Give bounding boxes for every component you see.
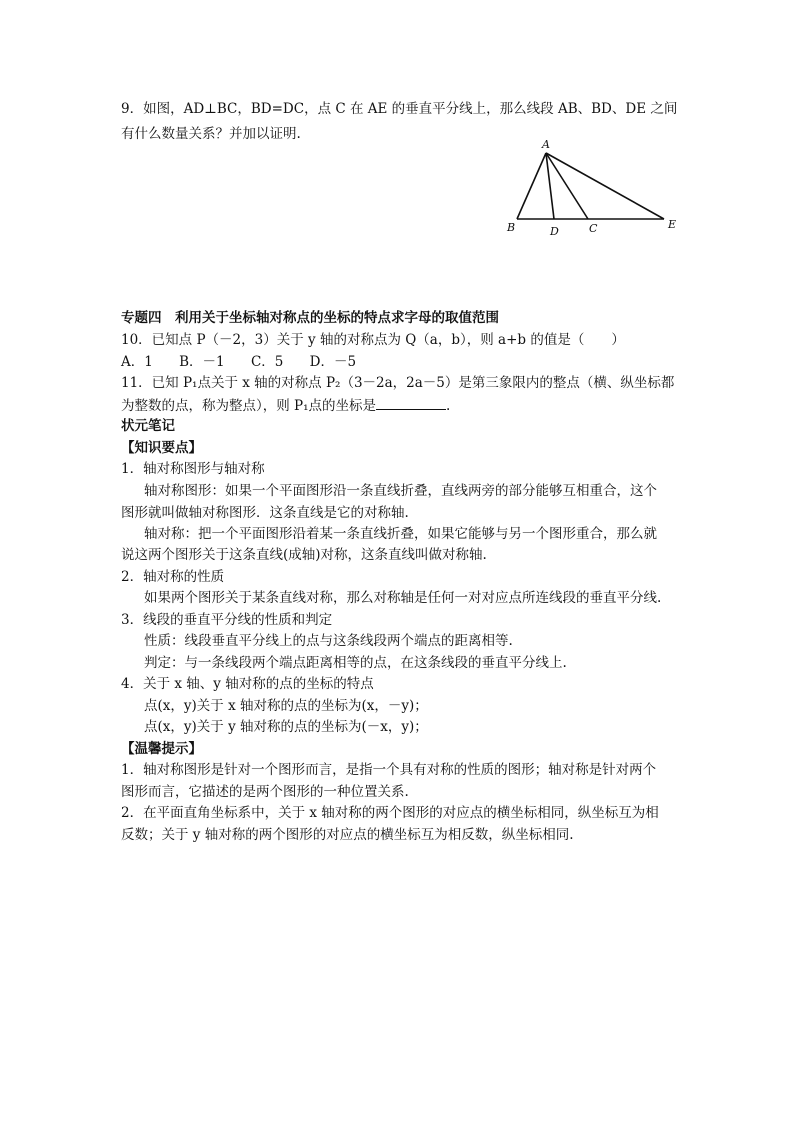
k3-title: 3．线段的垂直平分线的性质和判定	[121, 612, 333, 628]
segment-ae	[546, 153, 664, 219]
tips-title: 【温馨提示】	[121, 741, 202, 757]
k2-p1: 如果两个图形关于某条直线对称，那么对称轴是任何一对对应点所连线段的垂直平分线.	[144, 590, 662, 606]
q10-options	[121, 352, 378, 372]
q10-text: 10．已知点 P（－2，3）关于 y 轴的对称点为 Q（a，b），则 a+b 的值是（ ）	[121, 332, 625, 348]
k4-p2: 点(x，y)关于 y 轴对称的点的坐标为(－x，y)；	[144, 719, 428, 735]
k4-p1: 点(x，y)关于 x 轴对称的点的坐标为(x，－y)；	[144, 698, 428, 714]
label-b: B	[507, 221, 516, 234]
notes-title: 状元笔记	[121, 418, 175, 434]
q10-option-d: D．－5	[309, 354, 357, 370]
label-c: C	[589, 222, 598, 235]
k1-p2-line1: 轴对称：把一个平面图形沿着某一条直线折叠，如果它能够与另一个图形重合，那么就	[144, 526, 657, 542]
t2-line2: 反数；关于 y 轴对称的两个图形的对应点的横坐标互为相反数，纵坐标相同.	[121, 827, 574, 843]
q9-line2: 有什么数量关系？并加以证明.	[121, 126, 301, 142]
triangle-figure	[500, 135, 690, 245]
q11-line2	[121, 395, 450, 416]
k1-p2-line2: 说这两个图形关于这条直线(成轴)对称，这条直线叫做对称轴.	[121, 547, 487, 563]
t1-line2: 图形而言，它描述的是两个图形的一种位置关系.	[121, 784, 409, 800]
k1-p1-line1: 轴对称图形：如果一个平面图形沿一条直线折叠，直线两旁的部分能够互相重合，这个	[144, 483, 657, 499]
q10-option-a: A．1	[121, 354, 153, 370]
segment-ab	[517, 153, 546, 219]
k1-title: 1．轴对称图形与轴对称	[121, 461, 265, 477]
t1-line1: 1．轴对称图形是针对一个图形而言，是指一个具有对称的性质的图形；轴对称是针对两个	[121, 762, 657, 778]
k4-title: 4．关于 x 轴、y 轴对称的点的坐标的特点	[121, 676, 374, 692]
q10-option-c: C．5	[250, 354, 284, 370]
k2-title: 2．轴对称的性质	[121, 569, 225, 585]
q9-line1: 9．如图，AD⊥BC，BD=DC，点 C 在 AE 的垂直平分线上，那么线段 AB、BD、DE 之间	[121, 101, 678, 117]
k1-p1-line2: 图形就叫做轴对称图形．这条直线是它的对称轴.	[121, 505, 409, 521]
q11-line2-text: 为整数的点，称为整点），则 P₁点的坐标是	[121, 398, 377, 414]
label-a: A	[542, 138, 550, 151]
label-d: D	[550, 225, 559, 238]
k3-p1: 性质：线段垂直平分线上的点与这条线段两个端点的距离相等.	[144, 633, 513, 649]
label-e: E	[668, 218, 677, 231]
knowledge-title: 【知识要点】	[121, 440, 202, 456]
k3-p2: 判定：与一条线段两个端点距离相等的点，在这条线段的垂直平分线上.	[144, 655, 567, 671]
q11-line2-end: .	[446, 398, 451, 414]
q10-option-b: B．－1	[179, 354, 225, 370]
t2-line1: 2．在平面直角坐标系中，关于 x 轴对称的两个图形的对应点的横坐标相同，纵坐标互为相	[121, 805, 659, 821]
topic4-title: 专题四 利用关于坐标轴对称点的坐标的特点求字母的取值范围	[121, 310, 499, 326]
q11-line1: 11．已知 P₁点关于 x 轴的对称点 P₂（3－2a，2a－5）是第三象限内的整点（横、纵坐标都	[121, 375, 675, 391]
answer-blank	[376, 395, 446, 410]
